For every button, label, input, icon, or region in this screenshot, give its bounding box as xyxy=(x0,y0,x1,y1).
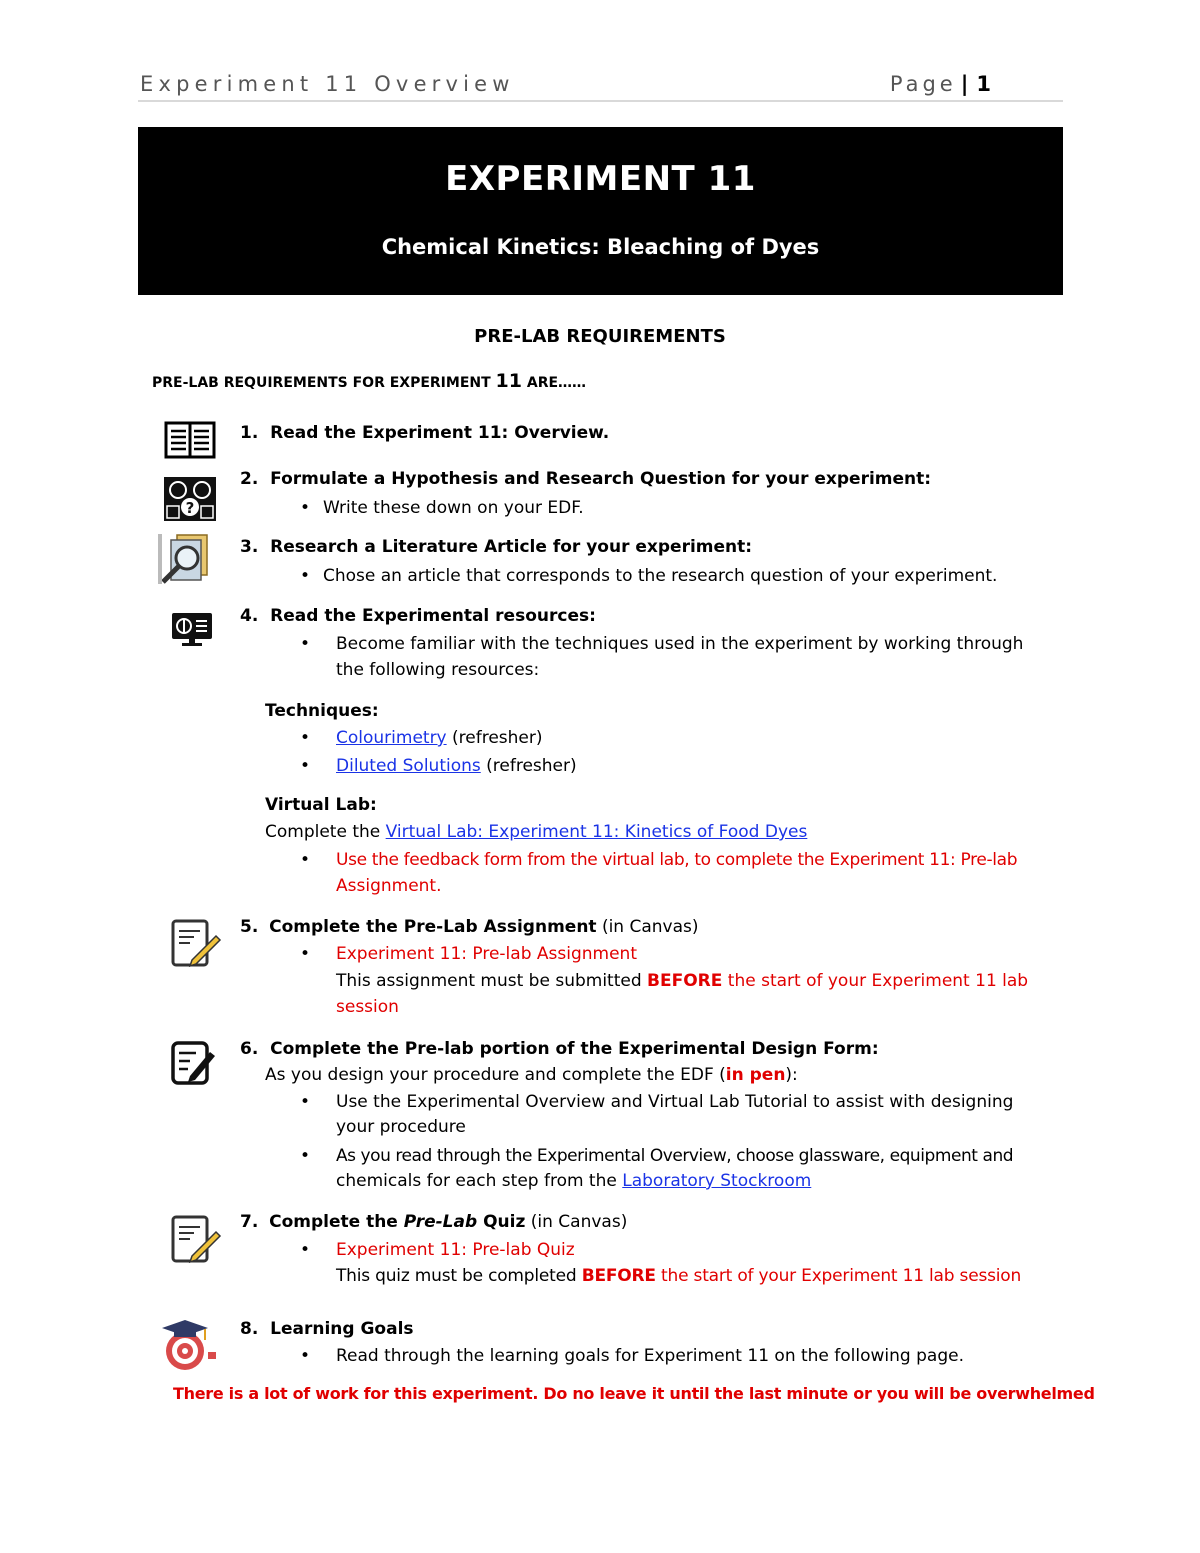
bullet: • xyxy=(300,566,311,586)
laboratory-stockroom-link[interactable]: Laboratory Stockroom xyxy=(622,1171,812,1191)
item-6-sub xyxy=(265,1062,798,1088)
item-7-note-prefix: This quiz must be completed xyxy=(336,1266,582,1286)
technique-colourimetry xyxy=(336,725,543,751)
bullet: • xyxy=(300,850,311,870)
header-page xyxy=(890,72,991,96)
item-5-bullet: Experiment 11: Pre-lab Assignment xyxy=(336,944,637,964)
item-4-number: 4. xyxy=(240,606,259,626)
experiment-subtitle: Chemical Kinetics: Bleaching of Dyes xyxy=(381,235,820,259)
item-7-title-rest: (in Canvas) xyxy=(525,1212,628,1232)
item-5-number: 5. xyxy=(240,917,259,937)
book-icon xyxy=(164,420,216,460)
page-number: 1 xyxy=(976,72,991,96)
svg-text:?: ? xyxy=(185,499,195,517)
diluted-solutions-link[interactable]: Diluted Solutions xyxy=(336,756,481,776)
item-3-bullet: Chose an article that corresponds to the research question of your experiment. xyxy=(323,566,998,586)
bullet: • xyxy=(300,1240,311,1260)
colourimetry-link[interactable]: Colourimetry xyxy=(336,728,447,748)
item-2 xyxy=(240,466,931,492)
item-5 xyxy=(240,914,699,940)
item-8-bullet: Read through the learning goals for Experiment 11 on the following page. xyxy=(336,1346,964,1366)
item-5-title: Complete the Pre-Lab Assignment xyxy=(269,917,597,937)
item-6 xyxy=(240,1036,879,1062)
item-3-title: Research a Literature Article for your experiment: xyxy=(270,537,753,557)
item-8-number: 8. xyxy=(240,1319,259,1339)
item-7-title-bold: Quiz xyxy=(477,1212,526,1232)
item-4-bullet-line2: the following resources: xyxy=(336,660,540,680)
item-6-sub-suffix: ): xyxy=(785,1065,798,1085)
bullet: • xyxy=(300,756,311,776)
item-4-title: Read the Experimental resources: xyxy=(270,606,596,626)
item-5-title-rest: (in Canvas) xyxy=(596,917,699,937)
item-6-title: Complete the Pre-lab portion of the Experimental Design Form: xyxy=(270,1039,879,1059)
item-4-bullet-line1: Become familiar with the techniques used in the experiment by working through xyxy=(336,634,1024,654)
item-3 xyxy=(240,534,752,560)
virtual-lab-bullet-line2: Assignment. xyxy=(336,876,442,896)
item-6-sub-bold: in pen xyxy=(725,1065,786,1085)
page-label: Page xyxy=(889,72,957,96)
item-2-bullet: Write these down on your EDF. xyxy=(323,498,584,518)
item-7-bullet: Experiment 11: Pre-lab Quiz xyxy=(336,1240,575,1260)
item-5-note-line2: session xyxy=(336,997,399,1017)
item-6-number: 6. xyxy=(240,1039,259,1059)
technique-diluted-note: (refresher) xyxy=(480,756,577,776)
techniques-label: Techniques: xyxy=(265,701,379,721)
bullet: • xyxy=(300,728,311,748)
experiment-title: EXPERIMENT 11 xyxy=(445,159,756,199)
intro-number: 11 xyxy=(495,370,522,392)
item-7-note-rest: the start of your Experiment 11 lab session xyxy=(655,1266,1022,1286)
page-header xyxy=(138,70,1063,102)
bullet: • xyxy=(300,1092,311,1112)
bullet: • xyxy=(300,1346,311,1366)
item-5-note xyxy=(336,968,1028,994)
item-7-note-bold: BEFORE xyxy=(581,1266,656,1286)
intro-prefix: PRE-LAB REQUIREMENTS FOR EXPERIMENT xyxy=(152,375,496,391)
item-6-bullet1-line2: your procedure xyxy=(336,1117,466,1137)
technique-colourimetry-note: (refresher) xyxy=(446,728,543,748)
header-title: Experiment 11 Overview xyxy=(140,72,515,96)
page-separator: | xyxy=(960,72,969,96)
form-edit-icon xyxy=(170,1040,220,1086)
item-1 xyxy=(240,420,609,446)
bullet: • xyxy=(300,498,311,518)
item-8-title: Learning Goals xyxy=(270,1319,414,1339)
item-5-note-prefix: This assignment must be submitted xyxy=(336,971,648,991)
intro-line xyxy=(152,370,586,392)
item-7-title-italic: Pre-Lab xyxy=(403,1212,478,1232)
item-7-note xyxy=(336,1263,1021,1289)
item-6-bullet2-line1: As you read through the Experimental Overview, choose glassware, equipment and xyxy=(336,1146,1014,1166)
item-4 xyxy=(240,603,596,629)
item-5-note-bold: BEFORE xyxy=(647,971,723,991)
item-2-title: Formulate a Hypothesis and Research Question for your experiment: xyxy=(270,469,932,489)
item-1-title: Read the Experiment 11: Overview. xyxy=(270,423,610,443)
item-1-number: 1. xyxy=(240,423,259,443)
monitor-icon xyxy=(171,612,213,648)
item-3-number: 3. xyxy=(240,537,259,557)
item-6-bullet1-line1: Use the Experimental Overview and Virtual Lab Tutorial to assist with designing xyxy=(336,1092,1014,1112)
virtual-lab-prefix: Complete the xyxy=(265,822,386,842)
intro-suffix: ARE…… xyxy=(521,375,587,391)
virtual-lab-link[interactable]: Virtual Lab: Experiment 11: Kinetics of Food Dyes xyxy=(385,822,808,842)
target-graduation-icon xyxy=(160,1318,218,1372)
virtual-lab-label: Virtual Lab: xyxy=(265,795,377,815)
title-banner xyxy=(138,127,1063,295)
item-8 xyxy=(240,1316,414,1342)
workload-warning: There is a lot of work for this experiment. Do no leave it until the last minute or you will be overwhelmed xyxy=(173,1384,1095,1403)
question-icon xyxy=(163,476,217,522)
quiz-icon xyxy=(170,1214,222,1266)
item-6-sub-prefix: As you design your procedure and complete the EDF ( xyxy=(265,1065,726,1085)
item-5-note-rest: the start of your Experiment 11 lab xyxy=(722,971,1029,991)
item-2-number: 2. xyxy=(240,469,259,489)
research-icon xyxy=(157,532,217,586)
item-7 xyxy=(240,1209,627,1235)
virtual-lab-line xyxy=(265,819,807,845)
item-6-bullet2-line2 xyxy=(336,1168,811,1194)
virtual-lab-bullet-line1: Use the feedback form from the virtual lab, to complete the Experiment 11: Pre-lab xyxy=(336,850,1018,870)
bullet: • xyxy=(300,1146,311,1166)
item-6-bullet2-prefix: chemicals for each step from the xyxy=(336,1171,623,1191)
assignment-icon xyxy=(170,918,222,970)
item-7-title-prefix: Complete the xyxy=(269,1212,404,1232)
item-7-number: 7. xyxy=(240,1212,259,1232)
technique-diluted-solutions xyxy=(336,753,577,779)
section-title: PRE-LAB REQUIREMENTS xyxy=(474,326,726,347)
bullet: • xyxy=(300,634,311,654)
bullet: • xyxy=(300,944,311,964)
